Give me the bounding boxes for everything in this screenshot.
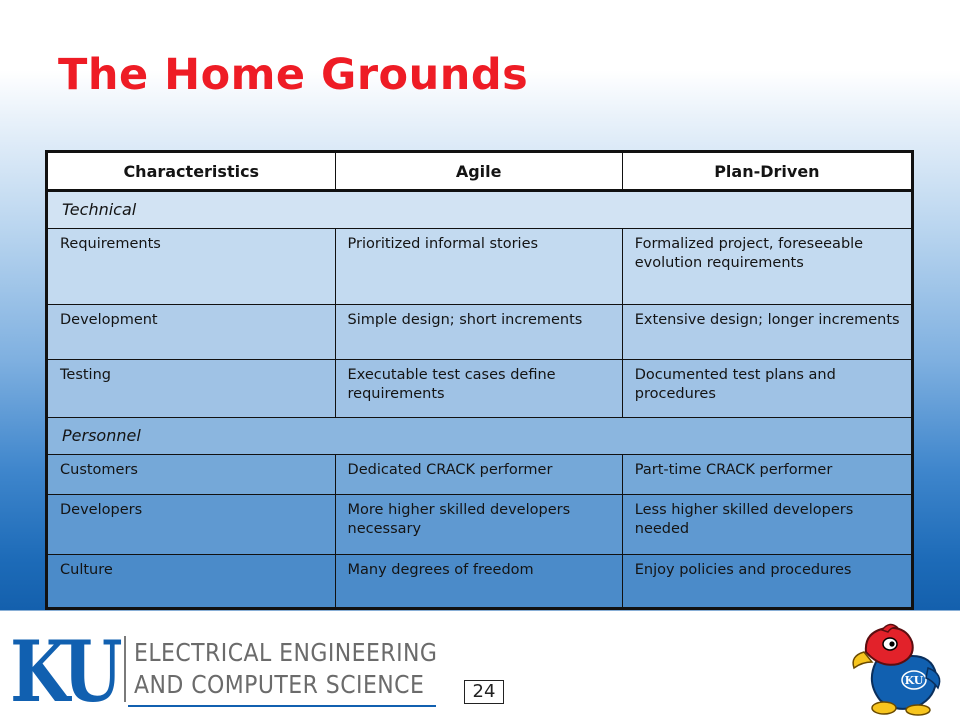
cell-characteristic: Customers <box>47 455 336 495</box>
table-row <box>47 305 913 360</box>
header-plan-driven: Plan-Driven <box>622 152 912 191</box>
cell-plan-driven: Formalized project, foreseeable evolution requirements <box>622 229 912 305</box>
cell-agile: Many degrees of freedom <box>335 555 622 609</box>
page-number: 24 <box>464 680 504 704</box>
slide-title: The Home Grounds <box>58 50 529 100</box>
cell-agile: Simple design; short increments <box>335 305 622 360</box>
table-row <box>47 555 913 609</box>
table-row <box>47 229 913 305</box>
cell-plan-driven: Part-time CRACK performer <box>622 455 912 495</box>
mascot-badge-letters: KU <box>904 674 924 687</box>
logo-divider <box>124 636 126 702</box>
table-row <box>47 360 913 418</box>
header-characteristics: Characteristics <box>47 152 336 191</box>
section-label-personnel: Personnel <box>47 418 913 455</box>
cell-plan-driven: Documented test plans and procedures <box>622 360 912 418</box>
section-row-personnel <box>47 418 913 455</box>
cell-characteristic: Testing <box>47 360 336 418</box>
cell-characteristic: Development <box>47 305 336 360</box>
header-agile: Agile <box>335 152 622 191</box>
table-row <box>47 495 913 555</box>
ku-logo-letters: KU <box>10 622 118 720</box>
section-row-technical <box>47 191 913 229</box>
cell-characteristic: Culture <box>47 555 336 609</box>
cell-plan-driven: Enjoy policies and procedures <box>622 555 912 609</box>
department-name-line-1: ELECTRICAL ENGINEERING <box>134 638 438 667</box>
cell-characteristic: Developers <box>47 495 336 555</box>
table-row <box>47 455 913 495</box>
cell-plan-driven: Extensive design; longer increments <box>622 305 912 360</box>
department-name-line-2: AND COMPUTER SCIENCE <box>134 670 425 699</box>
logo-underline <box>128 705 436 707</box>
cell-agile: Dedicated CRACK performer <box>335 455 622 495</box>
cell-plan-driven: Less higher skilled developers needed <box>622 495 912 555</box>
cell-characteristic: Requirements <box>47 229 336 305</box>
cell-agile: Prioritized informal stories <box>335 229 622 305</box>
home-grounds-table <box>45 150 914 610</box>
jayhawk-icon <box>846 622 946 716</box>
section-label-technical: Technical <box>47 191 913 229</box>
table-header-row <box>47 152 913 191</box>
cell-agile: More higher skilled developers necessary <box>335 495 622 555</box>
cell-agile: Executable test cases define requirements <box>335 360 622 418</box>
